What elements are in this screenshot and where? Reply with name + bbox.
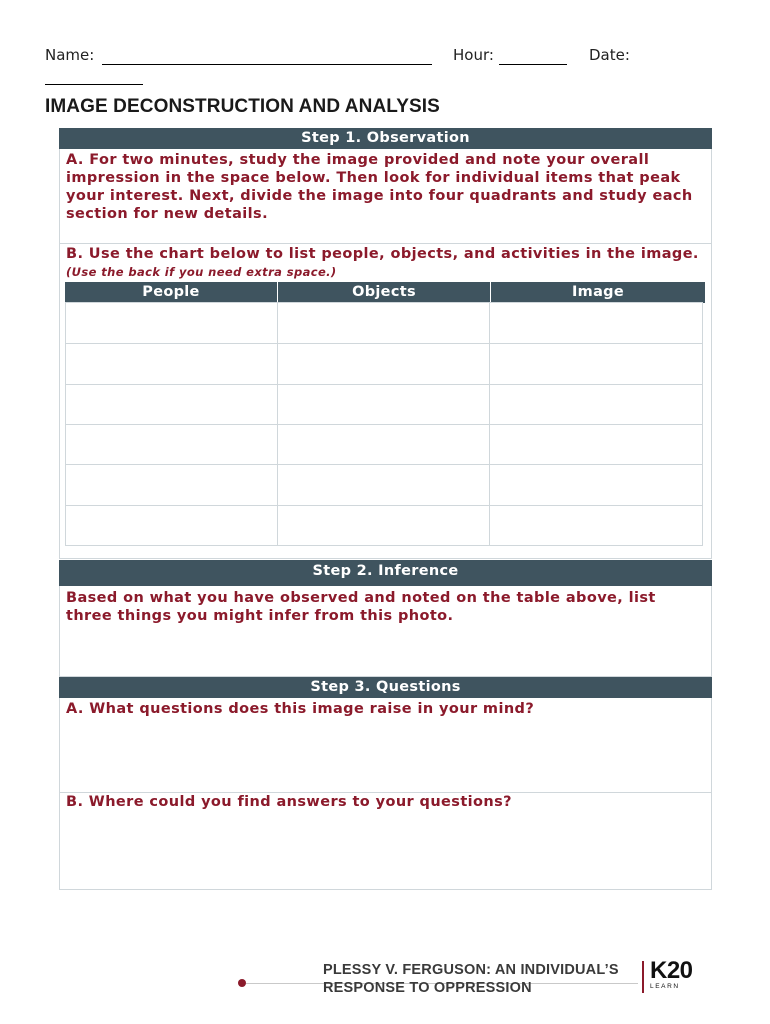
column-header-objects: Objects (278, 282, 491, 303)
table-cell[interactable] (277, 302, 490, 344)
footer-title-line2: RESPONSE TO OPPRESSION (323, 980, 532, 996)
table-cell[interactable] (489, 343, 703, 385)
logo-main-text: K20 (650, 957, 693, 984)
step1-b-text: B. Use the chart below to list people, objects, and activities in the image. (66, 246, 699, 262)
table-cell[interactable] (65, 302, 278, 344)
table-cell[interactable] (489, 464, 703, 506)
table-cell[interactable] (489, 384, 703, 425)
table-cell[interactable] (277, 424, 490, 465)
table-cell[interactable] (65, 505, 278, 546)
table-cell[interactable] (65, 384, 278, 425)
name-field[interactable] (102, 64, 432, 65)
date-label: Date: (589, 46, 630, 64)
step3-a-text: A. What questions does this image raise in your mind? (66, 701, 535, 717)
table-cell[interactable] (277, 384, 490, 425)
hour-field[interactable] (499, 64, 567, 65)
column-header-people: People (65, 282, 278, 303)
table-cell[interactable] (489, 424, 703, 465)
hour-label: Hour: (453, 46, 494, 64)
step2-answer-area[interactable] (62, 630, 708, 674)
step2-text: Based on what you have observed and noted on the table above, list three things you might infer from this photo. (66, 590, 656, 624)
table-cell[interactable] (277, 343, 490, 385)
table-row (65, 303, 705, 344)
table-row (65, 344, 705, 385)
table-cell[interactable] (65, 343, 278, 385)
table-cell[interactable] (489, 302, 703, 344)
footer-title-line1: PLESSY V. FERGUSON: AN INDIVIDUAL’S (323, 962, 619, 978)
table-row (65, 506, 705, 546)
k20-logo (650, 959, 693, 991)
footer-title-clip (323, 961, 641, 996)
column-header-image: Image (491, 282, 705, 303)
footer-dot (238, 979, 246, 987)
chart-header-row (65, 282, 705, 303)
logo-sub-text: LEARN (650, 983, 680, 990)
chart-body (65, 303, 705, 546)
step1-a-text: A. For two minutes, study the image provided and note your overall impression in the space below. Then look for individual items that peak your interest. Next, divide the image into four quadrants and study each section for new details. (66, 152, 693, 222)
step2-heading: Step 2. Inference (59, 560, 712, 586)
step3-a-answer-area[interactable] (62, 722, 708, 790)
table-cell[interactable] (277, 464, 490, 506)
table-row (65, 425, 705, 465)
step3-b-answer-area[interactable] (62, 815, 708, 887)
step1-b-note: (Use the back if you need extra space.) (66, 265, 337, 279)
table-cell[interactable] (65, 464, 278, 506)
observation-chart (65, 282, 705, 546)
page-title: IMAGE DECONSTRUCTION AND ANALYSIS (45, 96, 440, 117)
name-label: Name: (45, 46, 95, 64)
step3-heading: Step 3. Questions (59, 677, 712, 698)
table-cell[interactable] (277, 505, 490, 546)
table-cell[interactable] (489, 505, 703, 546)
logo-divider (642, 961, 644, 993)
table-row (65, 385, 705, 425)
table-cell[interactable] (65, 424, 278, 465)
date-field[interactable] (45, 84, 143, 85)
step3-b-text: B. Where could you find answers to your questions? (66, 794, 512, 810)
step1-heading: Step 1. Observation (59, 128, 712, 149)
table-row (65, 465, 705, 506)
divider (59, 243, 712, 244)
